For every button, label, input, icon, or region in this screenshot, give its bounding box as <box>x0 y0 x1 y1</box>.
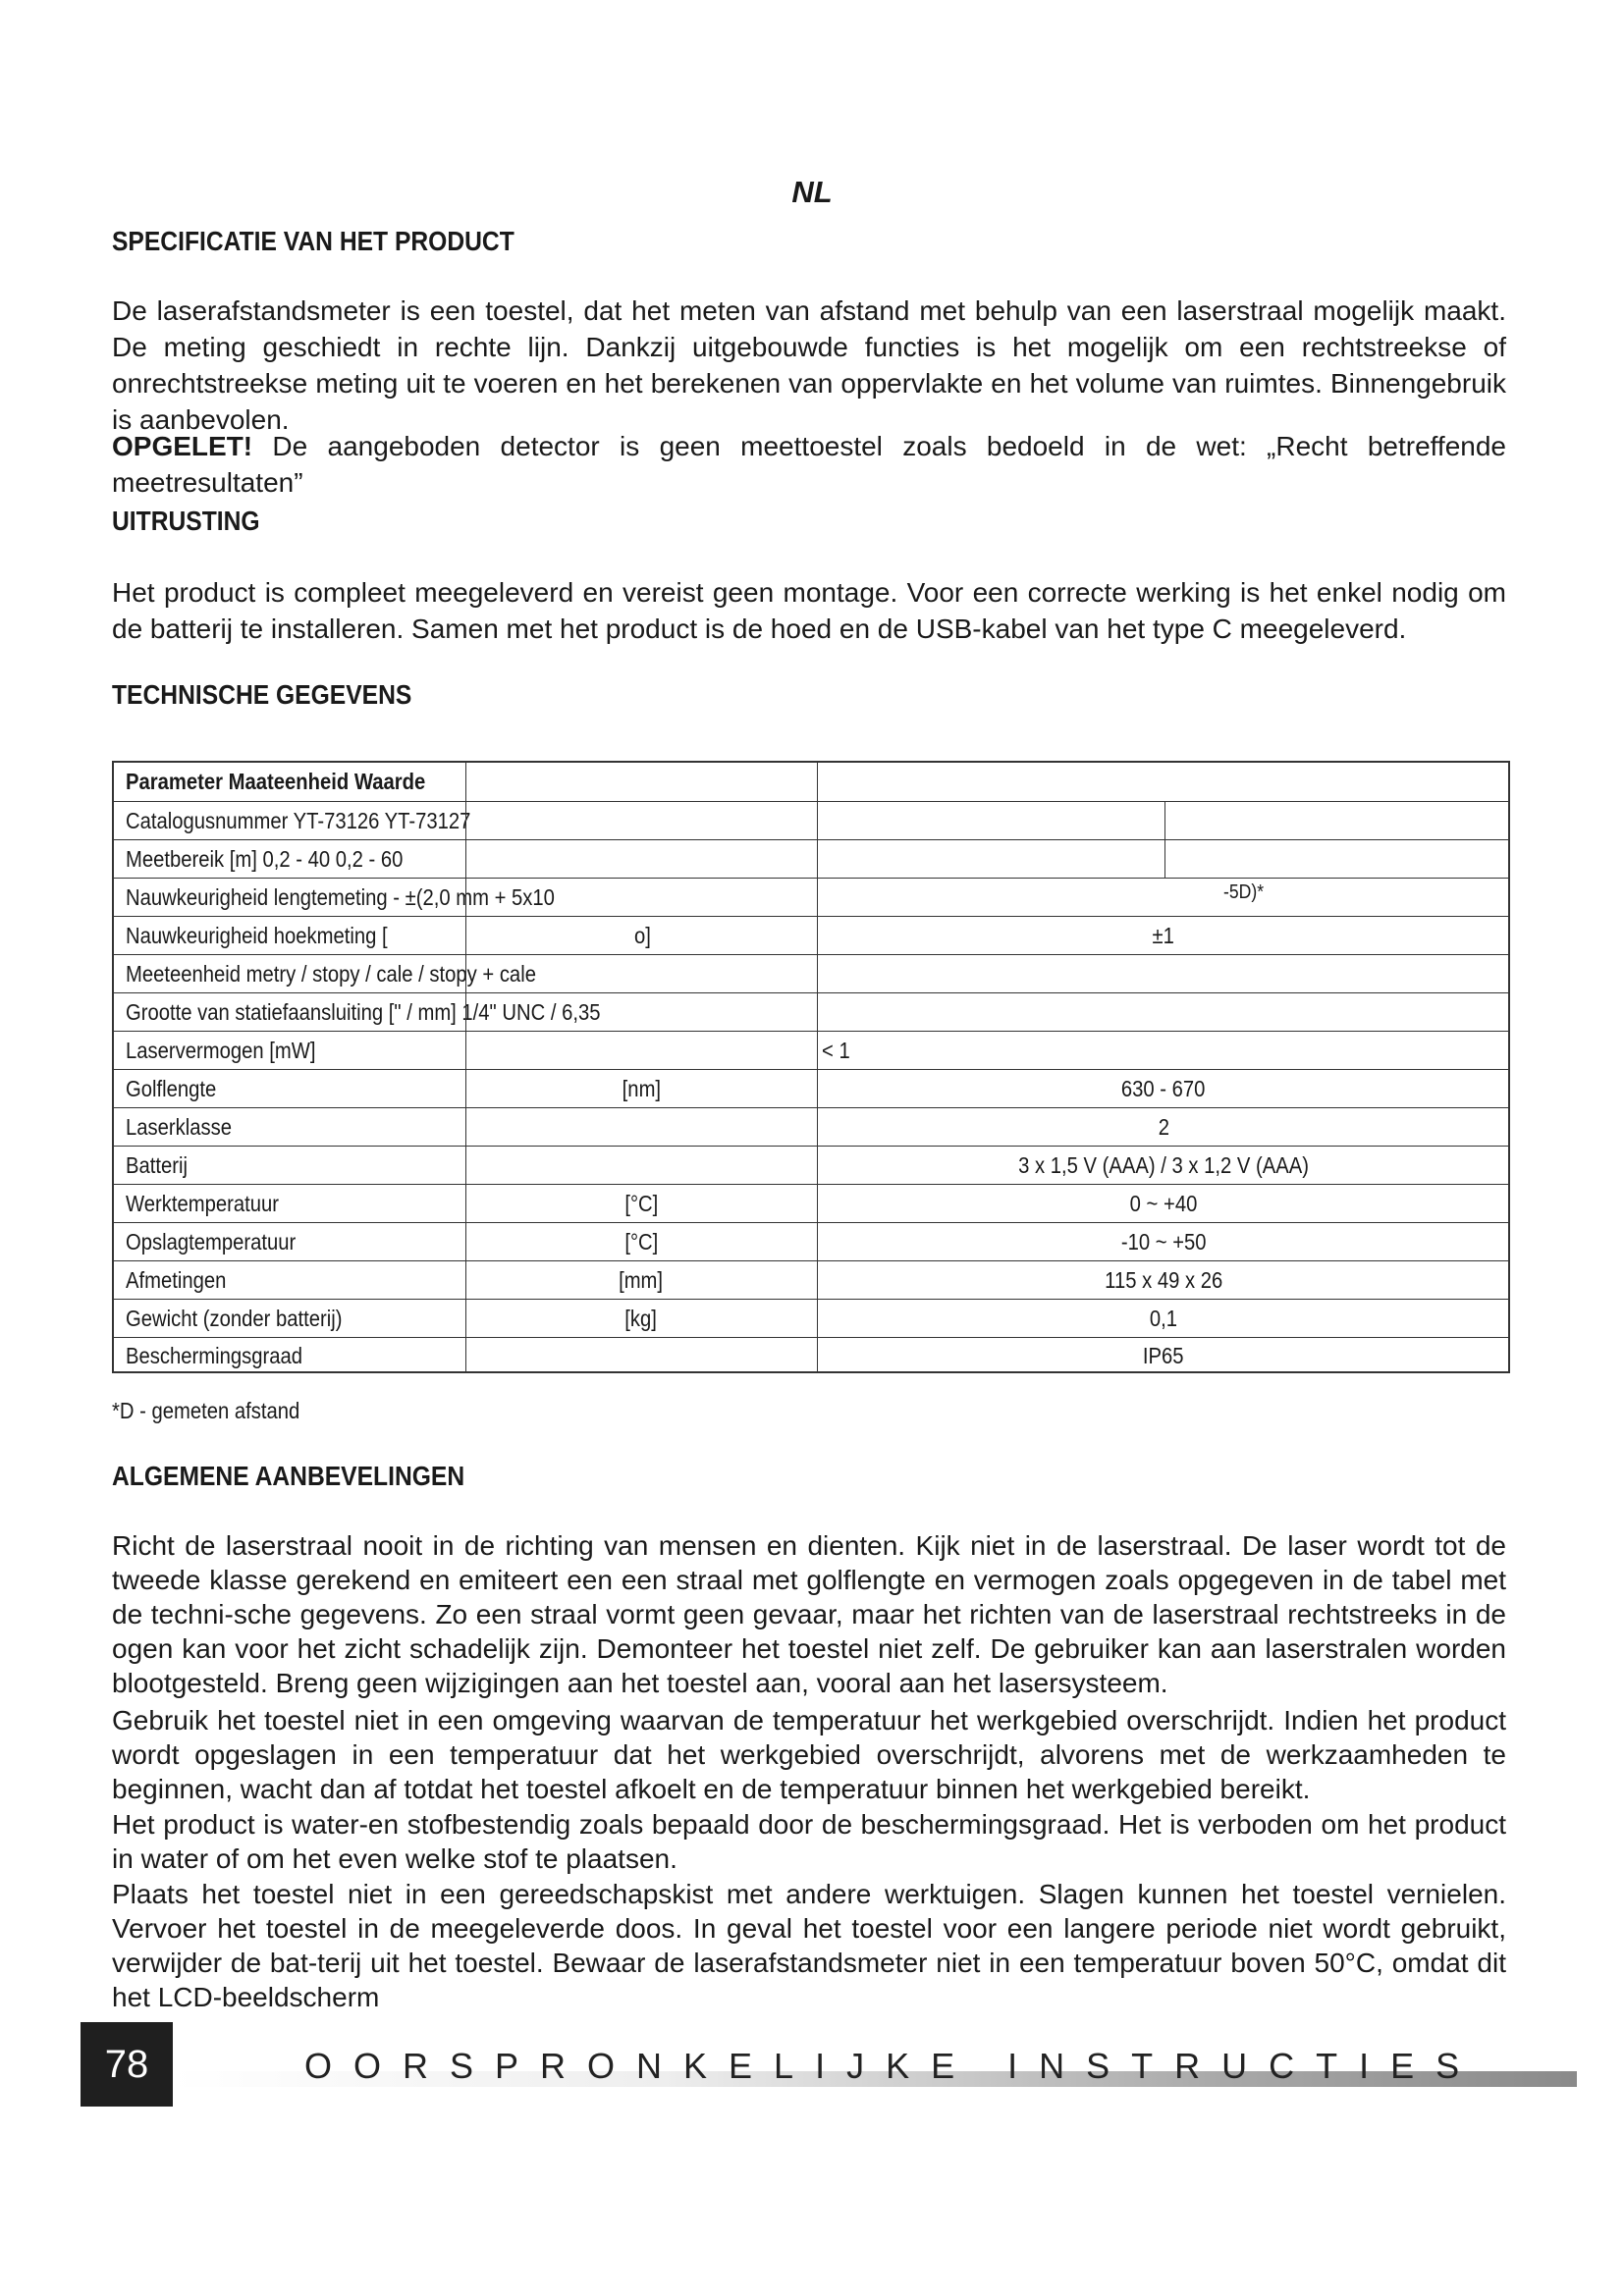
table-footnote: *D - gemeten afstand <box>112 1398 300 1423</box>
column-divider <box>465 763 466 1373</box>
warning-label: OPGELET! <box>112 431 253 461</box>
row-value: 3 x 1,5 V (AAA) / 3 x 1,2 V (AAA) <box>1018 1151 1309 1178</box>
table-row <box>114 1031 1508 1069</box>
row-unit: o] <box>634 922 651 948</box>
row-param: Afmetingen <box>126 1266 227 1293</box>
row-value: < 1 <box>822 1037 850 1063</box>
row-param: Beschermingsgraad <box>126 1342 303 1368</box>
row-param: Nauwkeurigheid hoekmeting [ <box>126 922 388 948</box>
row-param: Batterij <box>126 1151 189 1178</box>
row-value: 2 <box>1158 1113 1169 1140</box>
table-row <box>114 1107 1508 1146</box>
table-row <box>114 916 1508 954</box>
column-divider <box>1164 801 1165 878</box>
row-unit: [°C] <box>624 1228 658 1255</box>
row-value: 115 x 49 x 26 <box>1104 1266 1223 1293</box>
spec-paragraph: De laserafstandsmeter is een toestel, dat het meten van afstand met behulp van een laserstraal mogelijk maakt. De meting geschiedt in rechte lijn. Dankzij uitgebouwde functies is het mogelijk om een rechtstreekse of onrechtstreekse meting uit te voeren en het berekenen van oppervlakte en het volume van ruimtes. Binnengebruik is aanbevolen. <box>112 295 1506 435</box>
table-row <box>114 1299 1508 1337</box>
row-param: Gewicht (zonder batterij) <box>126 1305 343 1331</box>
row-param: Meeteenheid metry / stopy / cale / stopy + cale <box>126 960 536 987</box>
row-param: Nauwkeurigheid lengtemeting - ±(2,0 mm + 5x10 <box>126 883 555 910</box>
general-heading: ALGEMENE AANBEVELINGEN <box>112 1461 465 1491</box>
general-paragraph-2: Gebruik het toestel niet in een omgeving waarvan de temperatuur het werkgebied overschrijdt. Indien het product wordt opgeslagen in een temperatuur dat het werkgebied overschrijdt, alvorens met de werkzaamheden te beginnen, wacht dan af totdat het toestel afkoelt en de temperatuur binnen het werkgebied bereikt. <box>112 1705 1506 1804</box>
row-param: Catalogusnummer YT-73126 YT-73127 <box>126 807 471 833</box>
row-param: Meetbereik [m] 0,2 - 40 0,2 - 60 <box>126 845 404 872</box>
row-param: Golflengte <box>126 1075 217 1101</box>
tech-heading: TECHNISCHE GEGEVENS <box>112 679 412 710</box>
row-unit: [kg] <box>624 1305 658 1331</box>
column-divider <box>817 763 818 1373</box>
table-row <box>114 1069 1508 1107</box>
row-value: 630 - 670 <box>1121 1075 1206 1101</box>
table-row <box>114 1260 1508 1299</box>
spec-heading: SPECIFICATIE VAN HET PRODUCT <box>112 226 514 256</box>
row-param: Laserklasse <box>126 1113 233 1140</box>
row-value: 0,1 <box>1149 1305 1178 1331</box>
language-code: NL <box>791 175 833 209</box>
row-value: -5D)* <box>1223 881 1265 903</box>
row-unit: [nm] <box>622 1075 661 1101</box>
row-param: Werktemperatuur <box>126 1190 279 1216</box>
page-number: 78 <box>81 2022 173 2107</box>
table-row <box>114 801 1508 839</box>
spec-table <box>112 761 1510 1373</box>
table-header: Parameter Maateenheid Waarde <box>126 769 426 794</box>
warning-text: De aangeboden detector is geen meettoestel zoals bedoeld in de wet: „Recht betreffende meetresultaten” <box>112 431 1506 498</box>
row-param: Grootte van statiefaansluiting [" / mm] 1/4" UNC / 6,35 <box>126 998 601 1025</box>
table-header-row <box>114 763 1508 801</box>
table-row <box>114 954 1508 992</box>
warning-paragraph <box>112 428 1506 501</box>
table-row <box>114 992 1508 1031</box>
equipment-paragraph: Het product is compleet meegeleverd en vereist geen montage. Voor een correcte werking is het enkel nodig om de batterij te installeren. Samen met het product is de hoed en de USB-kabel van het type C meegeleverd. <box>112 577 1506 644</box>
general-paragraph-4: Plaats het toestel niet in een gereedschapskist met andere werktuigen. Slagen kunnen het toestel vernielen. Vervoer het toestel in de meegeleverde doos. In geval het toestel voor een langere periode niet wordt gebruikt, verwijder de bat-terij uit het toestel. Bewaar de laserafstandsmeter niet in een temperatuur boven 50°C, omdat dit het LCD-beeldscherm <box>112 1879 1506 2012</box>
row-value: IP65 <box>1143 1342 1184 1368</box>
row-value: ±1 <box>1152 922 1175 948</box>
row-param: Laservermogen [mW] <box>126 1037 316 1063</box>
table-row <box>114 1146 1508 1184</box>
equipment-heading: UITRUSTING <box>112 506 260 536</box>
table-row <box>114 878 1508 916</box>
table-row <box>114 1184 1508 1222</box>
general-paragraph-3: Het product is water-en stofbestendig zoals bepaald door de beschermingsgraad. Het is verboden om het product in water of om het even welke stof te plaatsen. <box>112 1809 1506 1874</box>
table-row <box>114 839 1508 878</box>
row-value: 0 ~ +40 <box>1129 1190 1198 1216</box>
row-unit: [mm] <box>619 1266 664 1293</box>
footer-title: OORSPRONKELIJKE INSTRUCTIES <box>304 2046 1482 2086</box>
general-paragraph-1: Richt de laserstraal nooit in de richting van mensen en dienten. Kijk niet in de laserstraal. De laser wordt tot de tweede klasse gerekend en emiteert een een straal met golflengte en vermogen zoals opgegeven in de tabel met de techni-sche gegevens. Zo een straal vormt geen gevaar, maar het richten van de laserstraal rechtstreeks in de ogen kan voor het zicht schadelijk zijn. Demonteer het toestel niet zelf. De gebruiker kan aan laserstralen worden blootgesteld. Breng geen wijzigingen aan het toestel aan, vooral aan het lasersysteem. <box>112 1530 1506 1698</box>
row-unit: [°C] <box>624 1190 658 1216</box>
row-param: Opslagtemperatuur <box>126 1228 297 1255</box>
row-value: -10 ~ +50 <box>1120 1228 1207 1255</box>
table-row <box>114 1337 1508 1373</box>
table-row <box>114 1222 1508 1260</box>
